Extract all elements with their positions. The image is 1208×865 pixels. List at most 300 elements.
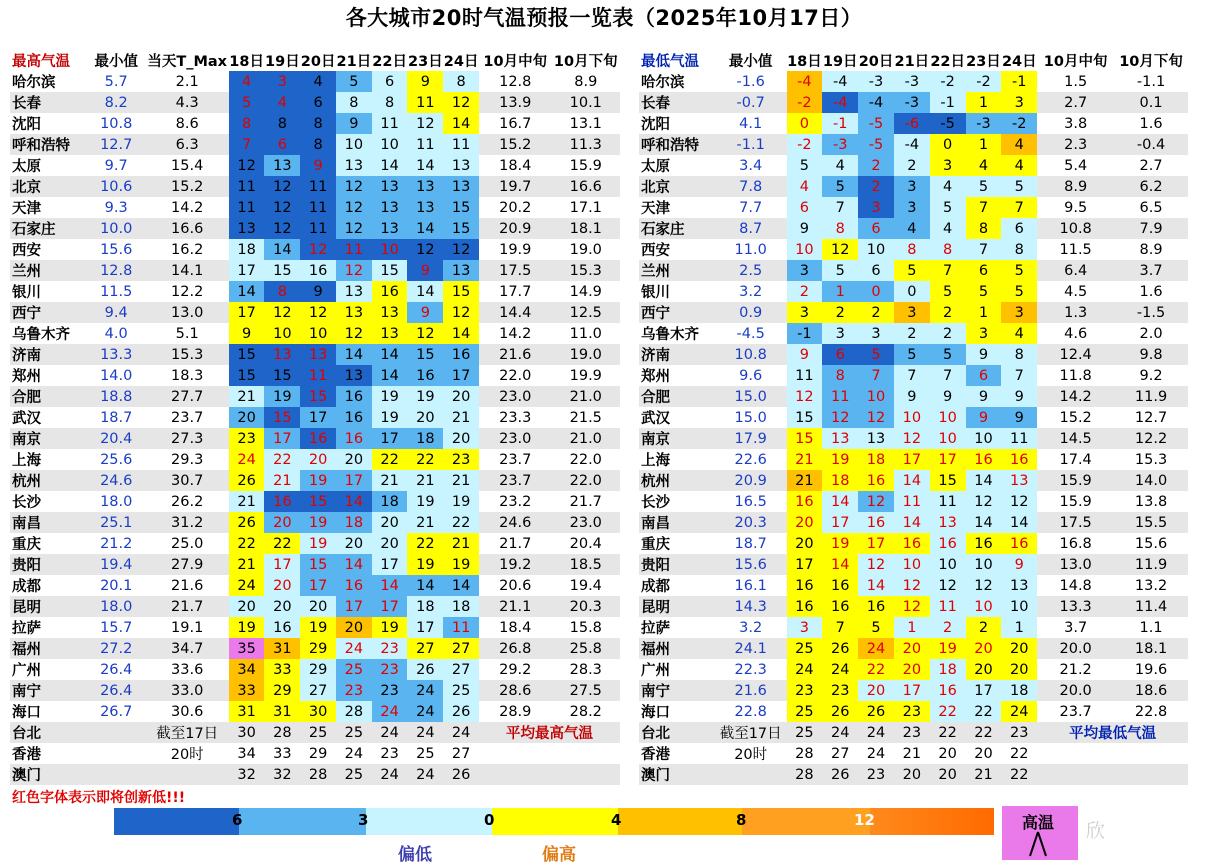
- forecast-cell: 14: [264, 239, 300, 260]
- extra-city-row: [639, 743, 1188, 764]
- forecast-cell: 20: [930, 743, 966, 764]
- forecast-cell: 13: [336, 155, 372, 176]
- forecast-cell: 18: [407, 428, 443, 449]
- extra-city-row: [639, 764, 1188, 785]
- city-name: 沈阳: [639, 113, 715, 134]
- forecast-cell: 22: [264, 533, 300, 554]
- forecast-cell: 0: [787, 113, 823, 134]
- min-value: 10.0: [87, 218, 146, 239]
- min-value: 21.6: [715, 680, 787, 701]
- forecast-cell: 5: [894, 344, 930, 365]
- forecast-cell: 9: [787, 218, 823, 239]
- city-name: 哈尔滨: [639, 71, 715, 92]
- forecast-cell: 18: [1001, 680, 1037, 701]
- forecast-cell: 22: [372, 449, 408, 470]
- average-note: [479, 743, 620, 764]
- mid-october-avg: 28.9: [479, 701, 552, 722]
- forecast-cell: 24: [372, 722, 408, 743]
- city-row: [639, 344, 1188, 365]
- forecast-cell: 27: [300, 680, 336, 701]
- forecast-cell: 10: [894, 407, 930, 428]
- min-value: 20.9: [715, 470, 787, 491]
- forecast-cell: 24: [372, 701, 408, 722]
- forecast-cell: 21: [443, 407, 479, 428]
- forecast-cell: 9: [894, 386, 930, 407]
- forecast-cell: 16: [930, 533, 966, 554]
- forecast-cell: 13: [336, 302, 372, 323]
- forecast-cell: 20: [264, 575, 300, 596]
- mid-october-avg: 15.2: [479, 134, 552, 155]
- late-october-avg: 1.6: [1114, 281, 1188, 302]
- forecast-cell: 10: [858, 386, 894, 407]
- city-name: 呼和浩特: [10, 134, 87, 155]
- forecast-cell: 26: [822, 764, 858, 785]
- forecast-cell: -1: [930, 92, 966, 113]
- forecast-cell: 20: [300, 596, 336, 617]
- city-row: [10, 554, 620, 575]
- forecast-cell: 13: [264, 155, 300, 176]
- forecast-cell: 15: [229, 365, 265, 386]
- late-october-avg: 22.0: [552, 449, 620, 470]
- late-october-avg: 6.2: [1114, 176, 1188, 197]
- min-value: 4.1: [715, 113, 787, 134]
- city-name: 南京: [10, 428, 87, 449]
- city-row: [639, 155, 1188, 176]
- today-max: 15.3: [146, 344, 229, 365]
- city-name: 杭州: [639, 470, 715, 491]
- forecast-cell: 26: [443, 764, 479, 785]
- forecast-cell: 17: [300, 575, 336, 596]
- forecast-cell: -3: [894, 92, 930, 113]
- forecast-cell: 14: [372, 155, 408, 176]
- late-october-avg: 18.6: [1114, 680, 1188, 701]
- forecast-cell: 1: [966, 92, 1002, 113]
- forecast-cell: 18: [858, 449, 894, 470]
- city-name: 上海: [10, 449, 87, 470]
- city-row: [639, 407, 1188, 428]
- forecast-cell: 13: [372, 197, 408, 218]
- city-name: 西安: [639, 239, 715, 260]
- forecast-cell: 0: [930, 134, 966, 155]
- forecast-cell: 14: [407, 575, 443, 596]
- forecast-cell: 11: [787, 365, 823, 386]
- forecast-cell: 14: [336, 344, 372, 365]
- forecast-cell: 5: [229, 92, 265, 113]
- high-temp-swatch: [1002, 806, 1078, 860]
- forecast-cell: 15: [372, 260, 408, 281]
- forecast-cell: 24: [407, 722, 443, 743]
- legend-low-label: 偏低: [398, 845, 432, 865]
- late-october-avg: -1.1: [1114, 71, 1188, 92]
- today-max: 21.7: [146, 596, 229, 617]
- forecast-cell: 9: [1001, 386, 1037, 407]
- city-row: [639, 239, 1188, 260]
- forecast-cell: 20: [336, 533, 372, 554]
- late-october-avg: 14.0: [1114, 470, 1188, 491]
- extra-city-row: [639, 722, 1188, 743]
- forecast-cell: 20: [966, 659, 1002, 680]
- forecast-cell: 10: [372, 239, 408, 260]
- min-value: [87, 743, 146, 764]
- today-max: 27.3: [146, 428, 229, 449]
- forecast-cell: 11: [372, 113, 408, 134]
- city-name: 西宁: [639, 302, 715, 323]
- today-max: 33.6: [146, 659, 229, 680]
- late-october-avg: 1.6: [1114, 113, 1188, 134]
- forecast-cell: 23: [372, 659, 408, 680]
- min-value: 13.3: [87, 344, 146, 365]
- forecast-cell: 6: [300, 92, 336, 113]
- forecast-cell: 20: [372, 512, 408, 533]
- mid-october-avg: 13.9: [479, 92, 552, 113]
- forecast-cell: 17: [229, 260, 265, 281]
- forecast-cell: 20: [1001, 638, 1037, 659]
- forecast-cell: 16: [1001, 533, 1037, 554]
- late-october-avg: 11.3: [552, 134, 620, 155]
- city-row: [10, 617, 620, 638]
- mid-october-avg: 10.8: [1037, 218, 1114, 239]
- forecast-cell: 24: [822, 722, 858, 743]
- forecast-cell: 12: [300, 302, 336, 323]
- forecast-cell: 8: [300, 113, 336, 134]
- forecast-cell: 20: [264, 512, 300, 533]
- min-value: 22.6: [715, 449, 787, 470]
- forecast-cell: 17: [407, 617, 443, 638]
- figure-icon: [1002, 806, 1078, 860]
- forecast-cell: 5: [1001, 260, 1037, 281]
- forecast-cell: 32: [264, 764, 300, 785]
- city-name: 南京: [639, 428, 715, 449]
- city-row: [10, 386, 620, 407]
- forecast-cell: 3: [858, 197, 894, 218]
- city-name: 乌鲁木齐: [639, 323, 715, 344]
- forecast-cell: 31: [264, 701, 300, 722]
- forecast-cell: 14: [858, 575, 894, 596]
- mid-october-avg: 4.6: [1037, 323, 1114, 344]
- forecast-cell: 15: [443, 281, 479, 302]
- city-row: [10, 134, 620, 155]
- forecast-cell: 16: [300, 260, 336, 281]
- city-row: [639, 491, 1188, 512]
- forecast-cell: 24: [336, 638, 372, 659]
- today-max: 14.1: [146, 260, 229, 281]
- city-row: [639, 281, 1188, 302]
- min-value: 11.0: [715, 239, 787, 260]
- min-value: 11.5: [87, 281, 146, 302]
- forecast-cell: 11: [300, 197, 336, 218]
- forecast-cell: 21: [264, 470, 300, 491]
- forecast-cell: 16: [336, 407, 372, 428]
- column-header: 21日: [894, 54, 930, 70]
- forecast-cell: 24: [858, 638, 894, 659]
- forecast-cell: 16: [787, 491, 823, 512]
- low-temp-table: [639, 50, 1188, 785]
- today-max: 27.9: [146, 554, 229, 575]
- city-name: 昆明: [10, 596, 87, 617]
- city-row: [639, 113, 1188, 134]
- city-name: 重庆: [639, 533, 715, 554]
- forecast-cell: 5: [894, 260, 930, 281]
- forecast-cell: 5: [930, 281, 966, 302]
- column-header: 最小值: [94, 54, 138, 70]
- min-value: 25.6: [87, 449, 146, 470]
- late-october-avg: 15.6: [1114, 533, 1188, 554]
- forecast-cell: 20: [966, 743, 1002, 764]
- forecast-cell: 7: [894, 365, 930, 386]
- forecast-cell: 24: [443, 722, 479, 743]
- forecast-cell: 1: [966, 302, 1002, 323]
- forecast-cell: 24: [787, 659, 823, 680]
- forecast-cell: 5: [336, 71, 372, 92]
- forecast-cell: 20: [336, 617, 372, 638]
- forecast-cell: 7: [229, 134, 265, 155]
- city-row: [10, 92, 620, 113]
- min-value: [715, 764, 787, 785]
- city-name: 太原: [10, 155, 87, 176]
- forecast-cell: 14: [894, 512, 930, 533]
- forecast-cell: 4: [1001, 323, 1037, 344]
- forecast-cell: 15: [407, 344, 443, 365]
- legend-high-label: 偏高: [542, 845, 576, 865]
- mid-october-avg: 14.4: [479, 302, 552, 323]
- today-max: 15.2: [146, 176, 229, 197]
- city-row: [10, 428, 620, 449]
- late-october-avg: 13.1: [552, 113, 620, 134]
- forecast-cell: 12: [894, 575, 930, 596]
- forecast-cell: 17: [966, 680, 1002, 701]
- city-row: [639, 701, 1188, 722]
- forecast-cell: 20: [894, 659, 930, 680]
- forecast-cell: 12: [336, 260, 372, 281]
- city-row: [10, 491, 620, 512]
- forecast-cell: 20: [787, 533, 823, 554]
- forecast-cell: 13: [443, 176, 479, 197]
- forecast-cell: 28: [300, 764, 336, 785]
- city-row: [639, 323, 1188, 344]
- min-value: 21.2: [87, 533, 146, 554]
- city-name: 武汉: [10, 407, 87, 428]
- forecast-cell: 25: [443, 680, 479, 701]
- forecast-cell: 14: [443, 575, 479, 596]
- late-october-avg: 7.9: [1114, 218, 1188, 239]
- late-october-avg: 28.3: [552, 659, 620, 680]
- mid-october-avg: 14.5: [1037, 428, 1114, 449]
- column-header: 23日: [408, 54, 443, 70]
- forecast-cell: -4: [858, 92, 894, 113]
- min-value: 22.8: [715, 701, 787, 722]
- forecast-cell: 26: [229, 512, 265, 533]
- forecast-cell: 21: [407, 470, 443, 491]
- forecast-cell: 23: [894, 722, 930, 743]
- forecast-cell: 5: [1001, 281, 1037, 302]
- city-name: 海口: [10, 701, 87, 722]
- record-low-note: 红色字体表示即将创新低!!!: [12, 790, 186, 806]
- column-header: 最高气温: [12, 54, 70, 70]
- forecast-cell: 8: [264, 281, 300, 302]
- forecast-cell: 13: [1001, 470, 1037, 491]
- mid-october-avg: 16.7: [479, 113, 552, 134]
- forecast-cell: 12: [264, 302, 300, 323]
- forecast-cell: 12: [894, 596, 930, 617]
- column-header: 22日: [930, 54, 965, 70]
- city-row: [639, 386, 1188, 407]
- late-october-avg: 21.0: [552, 428, 620, 449]
- late-october-avg: 17.1: [552, 197, 620, 218]
- city-name: 西安: [10, 239, 87, 260]
- city-row: [639, 638, 1188, 659]
- forecast-cell: 9: [966, 407, 1002, 428]
- forecast-cell: 2: [858, 176, 894, 197]
- forecast-cell: 14: [966, 470, 1002, 491]
- late-october-avg: 8.9: [552, 71, 620, 92]
- forecast-cell: 10: [264, 323, 300, 344]
- mid-october-avg: 21.1: [479, 596, 552, 617]
- forecast-cell: 7: [930, 365, 966, 386]
- min-value: 7.8: [715, 176, 787, 197]
- city-name: 香港: [10, 743, 87, 764]
- min-value: 7.7: [715, 197, 787, 218]
- mid-october-avg: 21.6: [479, 344, 552, 365]
- mid-october-avg: 20.6: [479, 575, 552, 596]
- forecast-cell: 32: [229, 764, 265, 785]
- legend-tick-8: 8: [736, 811, 747, 829]
- today-max: [146, 764, 229, 785]
- forecast-cell: 17: [930, 449, 966, 470]
- forecast-cell: 20: [930, 764, 966, 785]
- forecast-cell: 12: [407, 113, 443, 134]
- forecast-cell: -4: [894, 134, 930, 155]
- forecast-cell: 21: [407, 512, 443, 533]
- forecast-cell: 20: [372, 533, 408, 554]
- mid-october-avg: 2.7: [1037, 92, 1114, 113]
- forecast-cell: 20: [264, 596, 300, 617]
- today-max: 4.3: [146, 92, 229, 113]
- city-row: [10, 281, 620, 302]
- city-name: 乌鲁木齐: [10, 323, 87, 344]
- forecast-cell: 18: [930, 659, 966, 680]
- late-october-avg: 27.5: [552, 680, 620, 701]
- column-header: 18日: [229, 54, 264, 70]
- forecast-cell: 12: [336, 176, 372, 197]
- forecast-cell: 17: [787, 554, 823, 575]
- min-value: 12.8: [87, 260, 146, 281]
- forecast-cell: 1: [1001, 617, 1037, 638]
- city-name: 济南: [639, 344, 715, 365]
- forecast-cell: 16: [822, 575, 858, 596]
- forecast-cell: -1: [1001, 71, 1037, 92]
- min-value: 26.4: [87, 659, 146, 680]
- forecast-cell: 14: [372, 575, 408, 596]
- column-header: 24日: [443, 54, 479, 70]
- forecast-cell: 8: [966, 218, 1002, 239]
- city-name: 兰州: [10, 260, 87, 281]
- forecast-cell: 17: [372, 596, 408, 617]
- forecast-cell: 17: [300, 407, 336, 428]
- forecast-cell: 18: [229, 239, 265, 260]
- forecast-cell: 16: [336, 428, 372, 449]
- city-name: 南宁: [10, 680, 87, 701]
- min-value: -1.6: [715, 71, 787, 92]
- late-october-avg: 12.7: [1114, 407, 1188, 428]
- forecast-cell: 13: [930, 512, 966, 533]
- forecast-cell: 21: [787, 470, 823, 491]
- forecast-cell: -3: [966, 113, 1002, 134]
- today-max: 23.7: [146, 407, 229, 428]
- forecast-cell: 22: [407, 533, 443, 554]
- today-max: 21.6: [146, 575, 229, 596]
- forecast-cell: 11: [300, 176, 336, 197]
- late-october-avg: 15.3: [1114, 449, 1188, 470]
- forecast-cell: 9: [966, 386, 1002, 407]
- forecast-cell: 24: [1001, 701, 1037, 722]
- forecast-cell: 6: [1001, 218, 1037, 239]
- city-row: [639, 365, 1188, 386]
- legend-light-cyan: [366, 808, 495, 835]
- forecast-cell: 12: [264, 197, 300, 218]
- late-october-avg: 19.6: [1114, 659, 1188, 680]
- forecast-cell: 9: [787, 344, 823, 365]
- forecast-cell: 2: [966, 617, 1002, 638]
- city-row: [639, 218, 1188, 239]
- legend-light-orange: [618, 808, 742, 835]
- forecast-cell: 15: [300, 554, 336, 575]
- forecast-cell: 29: [300, 743, 336, 764]
- forecast-cell: 12: [822, 407, 858, 428]
- forecast-cell: 24: [229, 575, 265, 596]
- min-value: 15.6: [715, 554, 787, 575]
- min-value: 15.0: [715, 386, 787, 407]
- forecast-cell: 5: [966, 281, 1002, 302]
- forecast-cell: 12: [336, 218, 372, 239]
- column-header: 23日: [966, 54, 1001, 70]
- forecast-cell: 19: [407, 491, 443, 512]
- min-value: [87, 764, 146, 785]
- mid-october-avg: 23.7: [479, 449, 552, 470]
- forecast-cell: 29: [300, 659, 336, 680]
- forecast-cell: 21: [787, 449, 823, 470]
- city-name: 郑州: [639, 365, 715, 386]
- late-october-avg: 9.2: [1114, 365, 1188, 386]
- forecast-cell: 8: [336, 92, 372, 113]
- city-row: [639, 449, 1188, 470]
- forecast-cell: 11: [300, 218, 336, 239]
- forecast-cell: 9: [229, 323, 265, 344]
- mid-october-avg: 18.4: [479, 155, 552, 176]
- forecast-cell: 20: [966, 638, 1002, 659]
- forecast-cell: -2: [966, 71, 1002, 92]
- forecast-cell: 19: [443, 554, 479, 575]
- city-name: 澳门: [639, 764, 715, 785]
- forecast-cell: 12: [443, 92, 479, 113]
- legend-dark-blue: [114, 808, 239, 835]
- city-row: [639, 533, 1188, 554]
- forecast-cell: 2: [894, 323, 930, 344]
- forecast-cell: 6: [822, 344, 858, 365]
- forecast-cell: 4: [822, 155, 858, 176]
- late-october-avg: 11.4: [1114, 596, 1188, 617]
- city-name: 拉萨: [10, 617, 87, 638]
- forecast-cell: -1: [787, 323, 823, 344]
- forecast-cell: 21: [372, 470, 408, 491]
- city-name: 拉萨: [639, 617, 715, 638]
- forecast-cell: 16: [894, 533, 930, 554]
- city-name: 合肥: [639, 386, 715, 407]
- forecast-cell: 21: [229, 386, 265, 407]
- forecast-cell: 3: [822, 323, 858, 344]
- city-row: [10, 575, 620, 596]
- legend-tick-12: 12: [854, 811, 875, 829]
- forecast-cell: 14: [822, 491, 858, 512]
